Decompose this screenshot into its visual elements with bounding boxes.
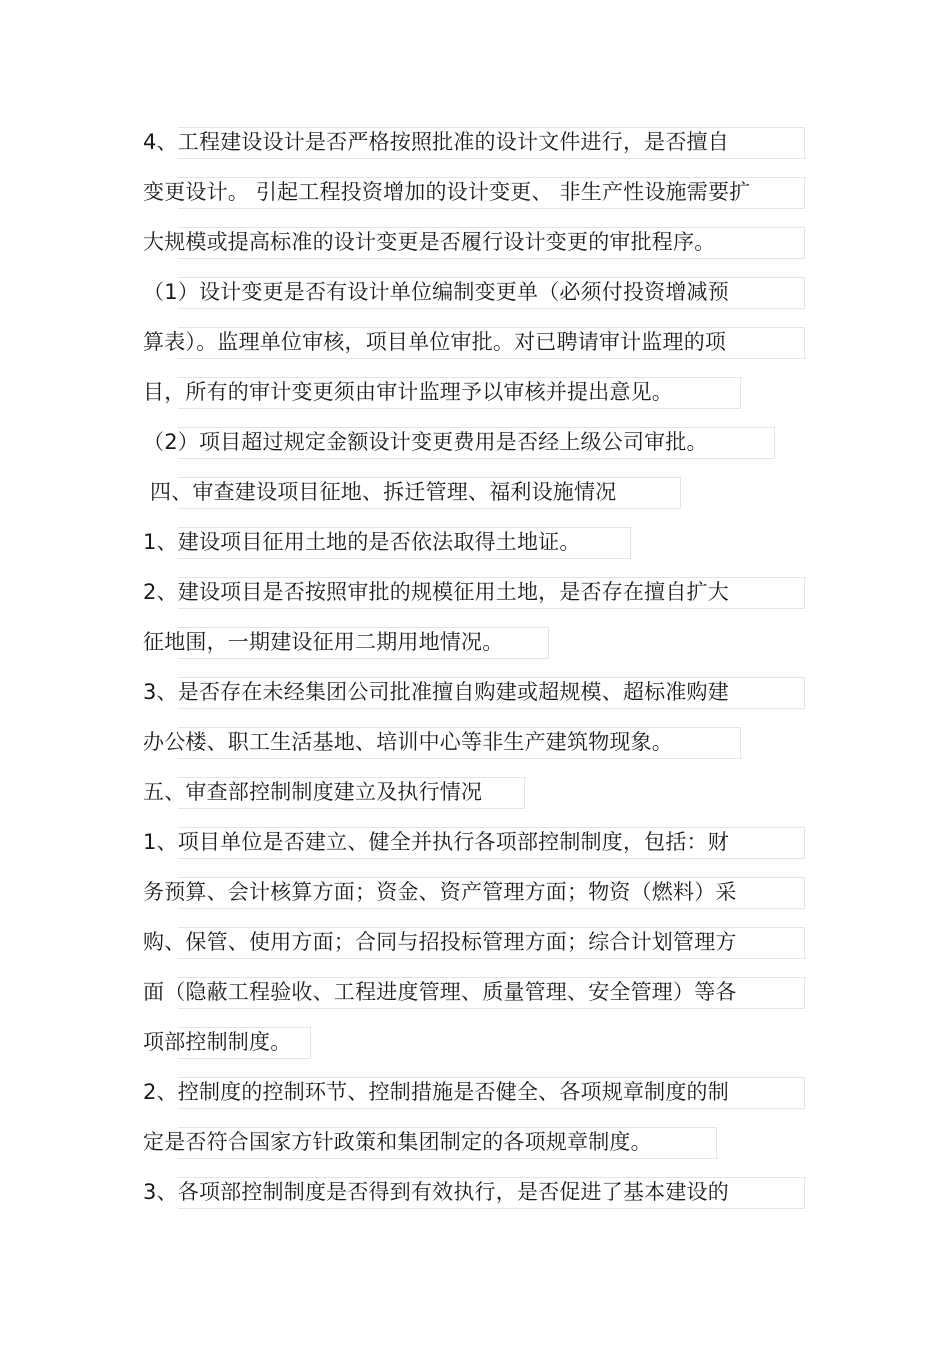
section-heading: 四、审查建设项目征地、拆迁管理、福利设施情况 — [150, 480, 617, 504]
text-line: （2）项目超过规定金额设计变更费用是否经上级公司审批。 — [143, 430, 708, 454]
text-line: 3、各项部控制制度是否得到有效执行，是否促进了基本建设的 — [143, 1180, 729, 1204]
text-line: 3、是否存在未经集团公司批准擅自购建或超规模、超标准购建 — [143, 680, 729, 704]
text-line: 1、建设项目征用土地的是否依法取得土地证。 — [143, 530, 581, 554]
text-line: 购、保管、使用方面；合同与招投标管理方面；综合计划管理方 — [143, 930, 737, 954]
section-heading: 五、审查部控制制度建立及执行情况 — [143, 780, 483, 804]
text-line: 定是否符合国家方针政策和集团制定的各项规章制度。 — [143, 1130, 652, 1154]
text-line: 算表）。监理单位审核，项目单位审批。对已聘请审计监理的项 — [143, 330, 727, 354]
text-line: 变更设计。 引起工程投资增加的设计变更、 非生产性设施需要扩 — [143, 180, 751, 204]
text-line: 务预算、会计核算方面；资金、资产管理方面；物资（燃料）采 — [143, 880, 737, 904]
text-line: 目，所有的审计变更须由审计监理予以审核并提出意见。 — [143, 380, 673, 404]
text-line: 2、建设项目是否按照审批的规模征用土地，是否存在擅自扩大 — [143, 580, 729, 604]
text-line: 4、工程建设设计是否严格按照批准的设计文件进行，是否擅自 — [143, 130, 729, 154]
text-line: 1、项目单位是否建立、健全并执行各项部控制制度，包括：财 — [143, 830, 729, 854]
text-line: 征地围，一期建设征用二期用地情况。 — [143, 630, 504, 654]
text-line: 办公楼、职工生活基地、培训中心等非生产建筑物现象。 — [143, 730, 673, 754]
text-line: 大规模或提高标准的设计变更是否履行设计变更的审批程序。 — [143, 230, 716, 254]
text-line: 项部控制制度。 — [143, 1030, 292, 1054]
text-line: 面（隐蔽工程验收、工程进度管理、质量管理、安全管理）等各 — [143, 980, 737, 1004]
text-line: （1）设计变更是否有设计单位编制变更单（必须付投资增减预 — [143, 280, 729, 304]
text-line: 2、控制度的控制环节、控制措施是否健全、各项规章制度的制 — [143, 1080, 729, 1104]
